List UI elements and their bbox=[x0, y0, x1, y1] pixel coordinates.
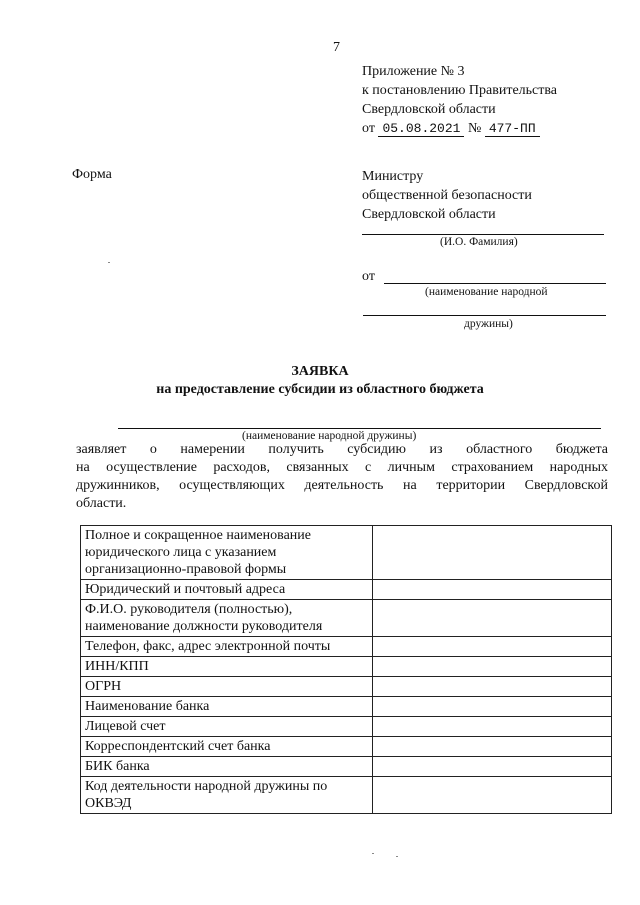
appendix-number: Приложение № 3 bbox=[362, 64, 465, 79]
row-value-full-name bbox=[373, 526, 612, 580]
row-label-bik: БИК банка bbox=[81, 757, 373, 777]
document-subtitle: на предоставление субсидии из областного бюджета bbox=[156, 382, 484, 397]
org-caption-2: дружины) bbox=[464, 318, 513, 330]
row-value-head bbox=[373, 600, 612, 637]
from-org-line bbox=[384, 283, 606, 284]
row-value-inn-kpp bbox=[373, 657, 612, 677]
row-label-ogrn: ОГРН bbox=[81, 677, 373, 697]
addressee-line-2: общественной безопасности bbox=[362, 188, 532, 203]
number-prefix: № bbox=[467, 121, 482, 136]
row-label-okved: Код деятельности народной дружины по ОКВЭД bbox=[81, 777, 373, 814]
org-name-line bbox=[118, 428, 601, 429]
org-caption-1: (наименование народной bbox=[425, 286, 548, 298]
row-label-head: Ф.И.О. руководителя (полностью), наименование должности руководителя bbox=[81, 600, 373, 637]
document-title: ЗАЯВКА bbox=[291, 364, 349, 379]
row-label-contacts: Телефон, факс, адрес электронной почты bbox=[81, 637, 373, 657]
statement-line-4: области. bbox=[76, 496, 127, 511]
statement-line-3: дружинников, осуществляющих деятельность на территории Свердловской bbox=[76, 478, 608, 493]
statement-paragraph bbox=[76, 441, 608, 513]
row-label-corr-account: Корреспондентский счет банка bbox=[81, 737, 373, 757]
table-row bbox=[81, 580, 612, 600]
from-org-line-2 bbox=[363, 315, 606, 316]
table-row bbox=[81, 697, 612, 717]
statement-line-1: заявляет о намерении получить субсидию из областного бюджета bbox=[76, 442, 608, 457]
table-row bbox=[81, 600, 612, 637]
table-row bbox=[81, 777, 612, 814]
form-label: Форма bbox=[72, 167, 112, 182]
date-prefix: от bbox=[362, 121, 375, 136]
addressee-line-1: Министру bbox=[362, 169, 424, 184]
table-row bbox=[81, 637, 612, 657]
name-caption: (И.О. Фамилия) bbox=[440, 236, 518, 248]
addressee-name-line bbox=[362, 234, 604, 235]
statement-line-2: на осуществление расходов, связанных с личным страхованием народных bbox=[76, 460, 608, 475]
row-value-bik bbox=[373, 757, 612, 777]
applicant-info-table bbox=[80, 525, 612, 814]
table-row bbox=[81, 737, 612, 757]
from-label: от bbox=[362, 269, 375, 284]
row-label-inn-kpp: ИНН/КПП bbox=[81, 657, 373, 677]
row-value-account bbox=[373, 717, 612, 737]
table-row bbox=[81, 526, 612, 580]
table-row bbox=[81, 717, 612, 737]
table-row bbox=[81, 757, 612, 777]
addressee-line-3: Свердловской области bbox=[362, 207, 496, 222]
appendix-region: Свердловской области bbox=[362, 102, 496, 117]
resolution-number: 477-ПП bbox=[485, 121, 540, 137]
row-label-bank: Наименование банка bbox=[81, 697, 373, 717]
row-label-full-name: Полное и сокращенное наименование юридического лица с указанием организационно-правовой формы bbox=[81, 526, 373, 580]
row-value-okved bbox=[373, 777, 612, 814]
appendix-resolution: к постановлению Правительства bbox=[362, 83, 558, 98]
row-label-account: Лицевой счет bbox=[81, 717, 373, 737]
appendix-header bbox=[362, 62, 557, 138]
addressee-block bbox=[362, 167, 532, 224]
resolution-date: 05.08.2021 bbox=[378, 121, 464, 137]
row-value-corr-account bbox=[373, 737, 612, 757]
row-value-bank bbox=[373, 697, 612, 717]
page-number: 7 bbox=[333, 40, 340, 55]
row-value-ogrn bbox=[373, 677, 612, 697]
scan-speck bbox=[396, 856, 398, 857]
table-row bbox=[81, 657, 612, 677]
org-name-caption: (наименование народной дружины) bbox=[242, 430, 417, 442]
table-row bbox=[81, 677, 612, 697]
appendix-date-line bbox=[362, 119, 557, 138]
row-value-contacts bbox=[373, 637, 612, 657]
row-label-addresses: Юридический и почтовый адреса bbox=[81, 580, 373, 600]
row-value-addresses bbox=[373, 580, 612, 600]
scan-speck bbox=[372, 853, 374, 854]
scan-speck bbox=[108, 262, 110, 263]
